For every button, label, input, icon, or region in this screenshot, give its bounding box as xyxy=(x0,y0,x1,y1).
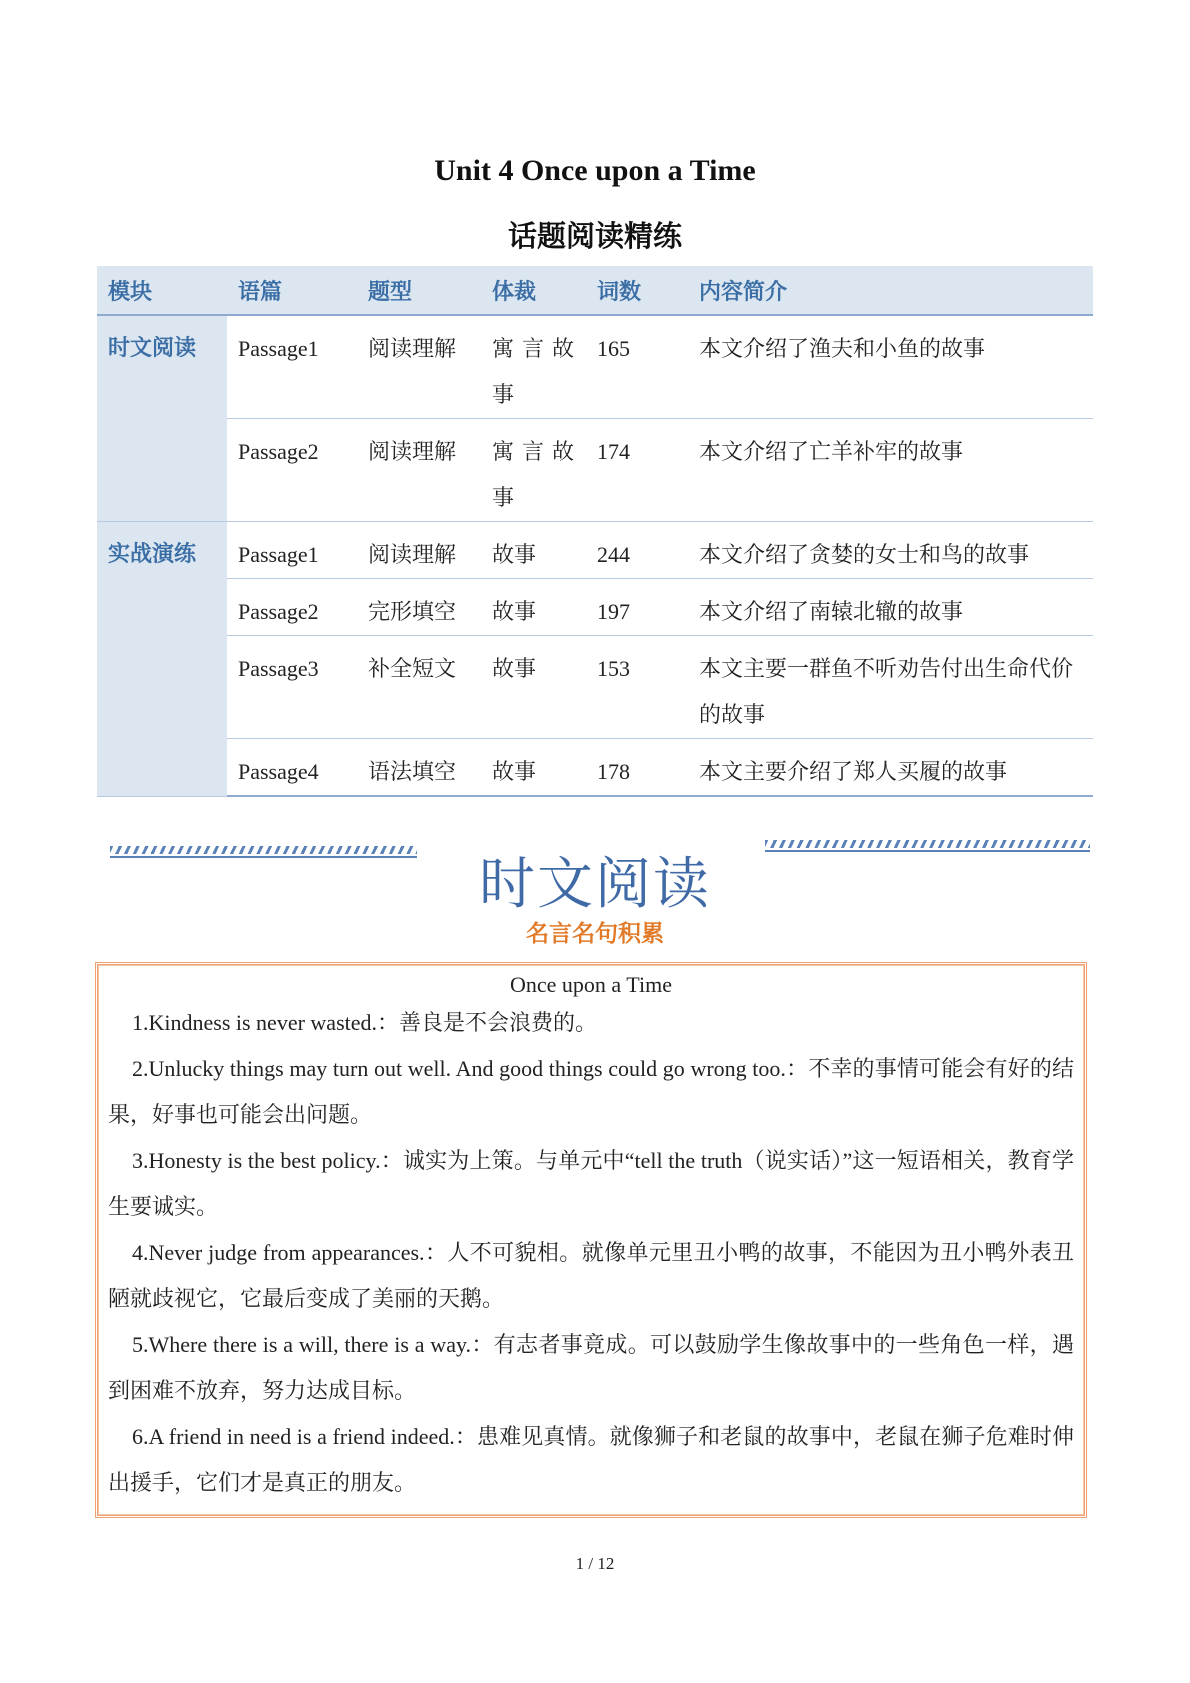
quote-item: 3.Honesty is the best policy.：诚实为上策。与单元中“tell the truth（说实话）”这一短语相关，教育学生要诚实。 xyxy=(108,1148,1074,1219)
type-cell: 阅读理解 xyxy=(357,419,481,522)
summary-cell: 本文主要一群鱼不听劝告付出生命代价的故事 xyxy=(688,636,1093,739)
words-cell: 174 xyxy=(586,419,688,522)
summary-cell: 本文介绍了贪婪的女士和鸟的故事 xyxy=(688,522,1093,579)
summary-cell: 本文主要介绍了郑人买履的故事 xyxy=(688,739,1093,797)
type-cell: 阅读理解 xyxy=(357,315,481,419)
summary-cell: 本文介绍了渔夫和小鱼的故事 xyxy=(688,315,1093,419)
genre-cell: 寓言故事 xyxy=(481,315,586,419)
table-row xyxy=(97,739,1093,797)
passage-cell: Passage1 xyxy=(227,522,357,579)
genre-cell: 寓言故事 xyxy=(481,419,586,522)
passage-cell: Passage2 xyxy=(227,579,357,636)
module-cell: 时文阅读 xyxy=(97,315,227,522)
genre-cell: 故事 xyxy=(481,636,586,739)
summary-cell: 本文介绍了南辕北辙的故事 xyxy=(688,579,1093,636)
quote-item: 1.Kindness is never wasted.：善良是不会浪费的。 xyxy=(132,1010,598,1035)
quote-box xyxy=(95,962,1087,1518)
page-number: 1 / 12 xyxy=(575,1554,615,1573)
overview-table xyxy=(97,266,1093,797)
words-cell: 197 xyxy=(586,579,688,636)
genre-cell: 故事 xyxy=(481,739,586,797)
type-cell: 语法填空 xyxy=(357,739,481,797)
words-cell: 244 xyxy=(586,522,688,579)
table-row xyxy=(97,419,1093,522)
summary-cell: 本文介绍了亡羊补牢的故事 xyxy=(688,419,1093,522)
words-cell: 153 xyxy=(586,636,688,739)
header-cell: 内容简介 xyxy=(688,266,1093,315)
section-title: 时文阅读 xyxy=(479,852,711,917)
type-cell: 完形填空 xyxy=(357,579,481,636)
passage-cell: Passage3 xyxy=(227,636,357,739)
table-row xyxy=(97,522,1093,579)
page-subtitle: 话题阅读精练 xyxy=(507,219,682,253)
quote-item: 4.Never judge from appearances.：人不可貌相。就像单元里丑小鸭的故事，不能因为丑小鸭外表丑陋就歧视它，它最后变成了美丽的天鹅。 xyxy=(108,1240,1074,1311)
quote-item: 2.Unlucky things may turn out well. And good things could go wrong too.：不幸的事情可能会有好的结果，好事也可能会出问题。 xyxy=(108,1056,1074,1127)
table-header-row xyxy=(97,266,1093,315)
genre-cell: 故事 xyxy=(481,522,586,579)
type-cell: 补全短文 xyxy=(357,636,481,739)
genre-cell: 故事 xyxy=(481,579,586,636)
passage-cell: Passage1 xyxy=(227,315,357,419)
table-row xyxy=(97,315,1093,419)
header-cell: 题型 xyxy=(357,266,481,315)
passage-cell: Passage4 xyxy=(227,739,357,797)
section-subtitle: 名言名句积累 xyxy=(526,921,664,947)
words-cell: 165 xyxy=(586,315,688,419)
header-cell: 体裁 xyxy=(481,266,586,315)
header-cell: 语篇 xyxy=(227,266,357,315)
header-cell: 词数 xyxy=(586,266,688,315)
type-cell: 阅读理解 xyxy=(357,522,481,579)
table-row xyxy=(97,636,1093,739)
module-cell: 实战演练 xyxy=(97,522,227,797)
passage-cell: Passage2 xyxy=(227,419,357,522)
page-title: Unit 4 Once upon a Time xyxy=(434,154,756,187)
quote-item: 6.A friend in need is a friend indeed.：患难见真情。就像狮子和老鼠的故事中，老鼠在狮子危难时伸出援手，它们才是真正的朋友。 xyxy=(108,1424,1074,1495)
quote-box-title: Once upon a Time xyxy=(510,972,672,997)
table-row xyxy=(97,579,1093,636)
quote-item: 5.Where there is a will, there is a way.：有志者事竟成。可以鼓励学生像故事中的一些角色一样，遇到困难不放弃，努力达成目标。 xyxy=(108,1332,1074,1403)
words-cell: 178 xyxy=(586,739,688,797)
header-cell: 模块 xyxy=(97,266,227,315)
